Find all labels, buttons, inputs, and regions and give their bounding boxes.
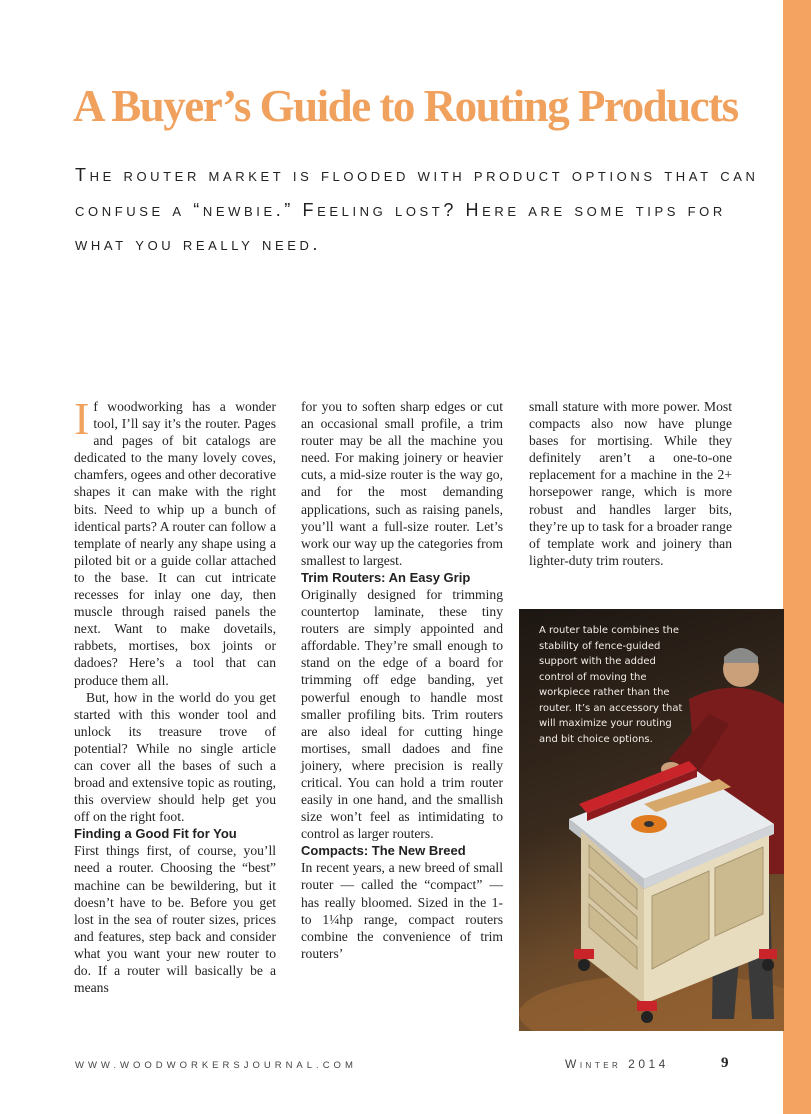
page-number: 9 [721, 1055, 729, 1071]
paragraph-intro-text: f woodworking has a wonder tool, I’ll say it’s the router. Pages and pages of bit catalogs are dedicated to the many lovely coves, chamfers, ogees and other decorative shapes it can make with the right bits. Need to whip up a bunch of identical parts? A router can follow a template of nearly any shape using a piloted bit or a guide collar attached to the base. It can cut intricate recesses for inlay one day, then muscle through raised panels the next. Want to make dovetails, rabbets, mortises, box joints or dadoes? Here’s a tool that can produce them all. [74, 399, 276, 688]
footer-issue: Winter 2014 [565, 1057, 669, 1071]
footer-website: WWW.WOODWORKERSJOURNAL.COM [75, 1060, 357, 1071]
paragraph-compacts: In recent years, a new breed of small router — called the “compact” — has really bloomed. Sized in the 1- to 1¼hp range, compact routers combine the convenience of trim routers’ [301, 860, 503, 961]
article-title: A Buyer’s Guide to Routing Products [73, 81, 738, 131]
section-heading-compacts: Compacts: The New Breed [301, 843, 466, 859]
paragraph-router-sizes: for you to soften sharp edges or cut an occasional small profile, a trim router may be all the machine you need. For making joinery or heavier cuts, a mid-size router is the way go, and for the most demanding applications, such as raising panels, you’ll want a full-size router. Let’s work our way up the categories from smallest to largest. [301, 399, 503, 568]
drop-cap: I [74, 393, 90, 444]
page-edge-color-strip [783, 0, 811, 1114]
paragraph-first-things: First things first, of course, you’ll need a router. Choosing the “best” machine can be bewildering, but it doesn’t have to be. Before you get lost in the sea of router sizes, prices and features, step back and consider what you want your new router to do. If a router will basically be a means [74, 843, 276, 996]
article-column-1 [74, 393, 276, 996]
paragraph-intro [74, 393, 276, 689]
paragraph-compacts-continued: small stature with more power. Most compacts also now have plunge bases for mortising. While they definitely aren’t a one-to-one replacement for a machine in the 2+ horsepower range, which is more robust and handles larger bits, they’re up to task for a broader range of template work and joinery than lighter-duty trim routers. [529, 399, 732, 568]
paragraph-trim-routers: Originally designed for trimming countertop laminate, these tiny routers are simply appointed and affordable. They’re small enough to stand on the edge of a board for trimming off edge banding, yet powerful enough to handle most smaller profiling bits. Trim routers are also ideal for cutting hinge mortises, small dadoes and fine joinery, where precision is really critical. You can hold a trim router easily in one hand, and the smallish size won’t feel as intimidating to control as larger routers. [301, 586, 503, 842]
article-column-2 [301, 398, 503, 962]
section-heading-trim-routers: Trim Routers: An Easy Grip [301, 569, 471, 585]
article-column-3 [529, 398, 732, 569]
router-table-photo [519, 609, 784, 1031]
paragraph-overview: But, how in the world do you get started with this wonder tool and unlock its treasure trove of potential? While no single article can cover all the bases of such a broad and extensive topic as routing, this overview should help get you off on the right foot. [74, 689, 276, 825]
photo-caption: A router table combines the stability of fence-guided support with the added control of moving the workpiece rather than the router. It’s an accessory that will maximize your routing and bit choice options. [539, 625, 683, 745]
article-subtitle: The router market is flooded with product options that can confuse a “newbie.” Feeling lost? Here are some tips for what you really need. [75, 165, 759, 254]
section-heading-good-fit: Finding a Good Fit for You [74, 826, 237, 842]
